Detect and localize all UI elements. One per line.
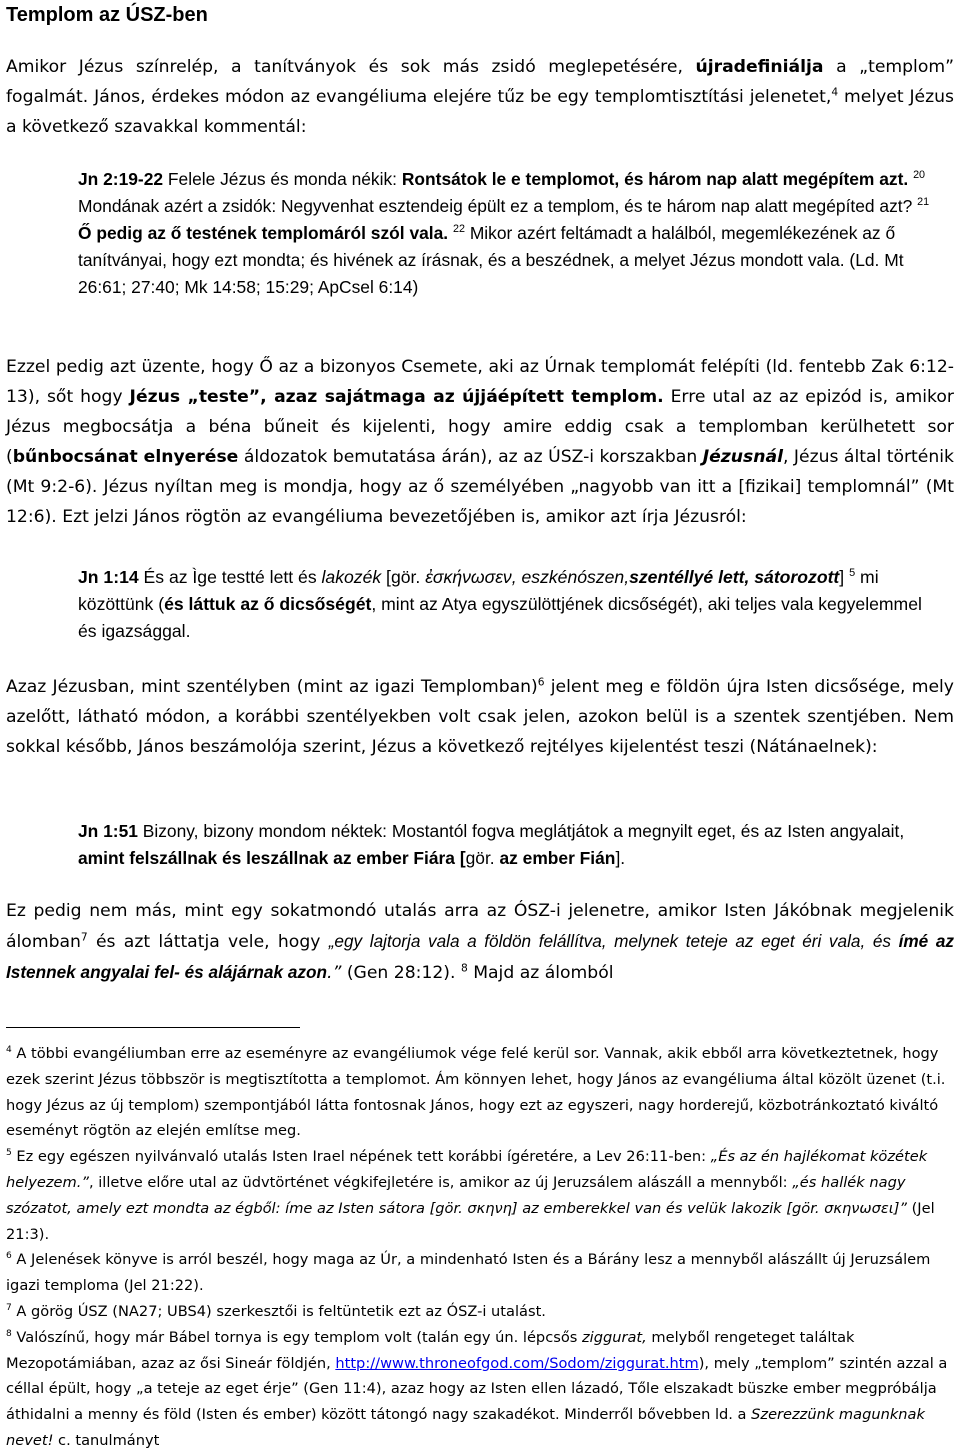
emphasis: Ő pedig az ő testének templomáról szól vala. xyxy=(78,223,449,243)
footnote-6 xyxy=(6,1247,954,1299)
quote-reference: Jn 1:14 xyxy=(78,567,139,587)
text: áldozatok bemutatása árán), az az ÚSZ-i korszakban xyxy=(238,447,703,467)
footnote-5 xyxy=(6,1144,954,1247)
text: (Gen 28:12). xyxy=(341,963,461,983)
footnote-text: , illetve előre utal az üdvtörténet végkifejletére is, amikor az új Jeruzsálem alászáll a mennyből: xyxy=(88,1173,793,1191)
quotation: „egy lajtorja vala a földön felállítva, melynek teteje az eget éri vala, és xyxy=(328,931,899,951)
quote-reference: Jn 2:19-22 xyxy=(78,169,164,189)
text: [gör. xyxy=(381,567,426,587)
footnote-text: (Jel 21:3). xyxy=(6,1199,935,1243)
text: Erre utal az az epizód is, amikor Jézus megbocsátja a béna bűneit és kijelenti, hogy amire eddig csak a templomban kerülhetett sor ( xyxy=(6,387,954,467)
quotation-end: .” xyxy=(326,963,342,983)
scripture-quote-jn-1-14 xyxy=(78,564,938,645)
text: , Jézus által történik (Mt 9:2-6). Jézus nyíltan meg is mondja, hogy az ő személyében „nagyobb van itt a [fizikai] templomnál” (Mt 12:6). Ezt jelzi János rögtön az evangéliuma bevezetőjében is, amikor azt írja Jézusról: xyxy=(6,447,954,527)
text: , mint az Atya egyszülöttjének dicsőségét), aki teljes vala kegyelemmel és igazsággal. xyxy=(78,594,922,641)
text: És az Ìge testté lett és xyxy=(138,567,322,587)
emphasis: Jézusnál xyxy=(702,447,783,467)
footnote-text: Valószínű, hogy már Bábel tornya is egy templom volt (talán egy ún. lépcsős xyxy=(11,1328,582,1346)
footnote-number: 6 xyxy=(6,1251,12,1262)
emphasis: Rontsátok le e templomot, és három nap alatt megépítem azt. xyxy=(401,169,909,189)
intro-paragraph xyxy=(6,52,954,142)
footnote-text: A Jelenések könyve is arról beszél, hogy maga az Úr, a mindenható Isten és a Bárány lesz a mennyből alászállt új Jeruzsálem igazi temploma (Jel 21:22). xyxy=(6,1251,931,1295)
footnote-number: 5 xyxy=(6,1148,12,1159)
text: gör. xyxy=(465,848,500,868)
quotation: „És az én hajlékomat közétek helyezem.” xyxy=(6,1148,928,1191)
emphasis: bűnbocsánat elnyerése xyxy=(12,447,239,467)
footnote-8 xyxy=(6,1325,954,1454)
paragraph-4 xyxy=(6,896,954,988)
emphasis: ímé az Istennek angyalai fel- és alájárnak azon xyxy=(6,931,954,982)
footnote-ref-7[interactable]: 7 xyxy=(80,930,88,944)
footnote-ref-8[interactable]: 8 xyxy=(460,961,468,975)
paragraph-3 xyxy=(6,672,954,762)
greek-word: ἐσκήνωσεν, eszkénószen, xyxy=(425,567,630,587)
text: melyet Jézus a következő szavakkal kommentál: xyxy=(6,87,954,137)
footnote-separator xyxy=(6,1027,300,1028)
text: és azt láttatja vele, hogy xyxy=(87,932,329,952)
emphasis: Szerezzünk magunknak nevet! xyxy=(6,1406,925,1449)
footnote-4 xyxy=(6,1041,954,1144)
text: jelent meg e földön újra Isten dicsősége, mely azelőtt, látható módon, a korábbi szentélyekben volt csak jelen, azokon belül is a szentek szentjében. Nem sokkal később, János beszámolója szerint, Jézus a következő rejtélyes kijelentést teszi (Nátánaelnek): xyxy=(6,677,954,757)
emphasis: Jézus „teste”, azaz sajátmaga az újjáépített templom. xyxy=(129,387,664,407)
footnote-text: c. tanulmányt xyxy=(53,1431,160,1449)
paragraph-2 xyxy=(6,352,954,532)
text: Ezzel pedig azt üzente, hogy Ő az a bizonyos Csemete, aki az Úrnak templomát felépíti (ld. fentebb Zak 6:12-13), sőt hogy xyxy=(6,357,954,407)
scripture-quote-jn-1-51 xyxy=(78,818,938,872)
emphasis: szentéllyé lett, sátorozott xyxy=(629,567,840,587)
cross-references: Mt 26:61; 27:40; Mk 14:58; 15:29; ApCsel 6:14) xyxy=(78,250,904,297)
scripture-quote-jn-2-19 xyxy=(78,166,938,301)
text: Felele Jézus és monda nékik: xyxy=(163,169,402,189)
footnote-ref-4[interactable]: 4 xyxy=(831,85,839,99)
footnote-text: ), mely „templom” szintén azzal a céllal épült, hogy „a teteje az eget érje” (Gen 11:4), azaz hogy az Isten ellen lázadó, Tőle elszakadt büszke ember megpróbálja áthidalni a menny és föld (Isten és ember) között tátongó nagy szakadékot. Minderről bővebben ld. a xyxy=(6,1354,948,1424)
verse-number: 21 xyxy=(917,196,930,209)
quote-reference: Jn 1:51 xyxy=(78,821,138,841)
footnote-7 xyxy=(6,1299,954,1325)
text: ] xyxy=(839,567,850,587)
footnote-number: 4 xyxy=(6,1045,12,1056)
footnote-text: Ez egy egészen nyilvánvaló utalás Isten Irael népének tett korábbi ígéretére, a Lev 26:11-ben: xyxy=(11,1148,711,1166)
text: Azaz Jézusban, mint szentélyben (mint az igazi Templomban) xyxy=(6,677,538,697)
footnotes xyxy=(6,1041,954,1454)
text: Majd az álomból xyxy=(467,963,614,983)
footnote-ref-5[interactable]: 5 xyxy=(849,567,856,580)
text: Bizony, bizony mondom néktek: Mostantól fogva meglátjátok a megnyilt eget, és az Isten angyalait, xyxy=(137,821,905,841)
footnote-text: A többi evangéliumban erre az eseményre az evangéliumok vége felé kerül sor. Vannak, akik ebből arra következtetnek, hogy ezek szerint Jézus többször is megtisztította a templomot. Ám könnyen lehet, hogy János az evangéliuma által közölt üzenet (t.i. hogy Jézus az új templom) szempontjából látta fontosnak János, hogy ezt az egyszeri, nagy horderejű, közbotránkoztató kiváltó eseményt rögtön az elején említse meg. xyxy=(6,1045,946,1140)
emphasis: amint felszállnak és leszállnak az ember Fiára [ xyxy=(78,848,466,868)
text: Amikor Jézus színrelép, a tanítványok és sok más zsidó meglepetésére, xyxy=(6,57,696,77)
verse-number: 22 xyxy=(452,223,465,236)
document-title: Templom az ÚSZ-ben xyxy=(6,4,208,26)
emphasis: lakozék xyxy=(321,567,382,587)
footnote-text: melyből rengeteget találtak Mezopotámiában, azaz az ősi Sineár földjén, xyxy=(6,1328,855,1372)
footnote-ref-6[interactable]: 6 xyxy=(537,675,545,689)
text: mi közöttünk ( xyxy=(78,567,879,614)
footnote-number: 8 xyxy=(6,1328,12,1339)
text: ]. xyxy=(615,848,626,868)
text: a „templom” fogalmát. János, érdekes módon az evangéliuma elejére tűz be egy templomtisztítási jelenetet, xyxy=(6,57,954,107)
emphasis: újradefiniálja xyxy=(695,57,824,77)
emphasis: ziggurat, xyxy=(582,1328,647,1346)
footnote-text: A görög ÚSZ (NA27; UBS4) szerkesztői is feltüntetik ezt az ÓSZ-i utalást. xyxy=(11,1302,546,1320)
footnote-number: 7 xyxy=(6,1303,12,1314)
verse-number: 20 xyxy=(913,169,926,182)
emphasis: és láttuk az ő dicsőségét xyxy=(164,594,372,614)
ziggurat-link[interactable]: http://www.throneofgod.com/Sodom/ziggurat.htm xyxy=(335,1354,699,1372)
text: Mondának azért a zsidók: Negyvenhat esztendeig épült ez a templom, és te három nap alatt megépíted azt? xyxy=(78,196,913,216)
quotation: „és hallék nagy szózatot, amely ezt mondta az égből: íme az Isten sátora [gör. σκηνη] az emberekkel van és velük lakozik [gör. σκηνωσει]” xyxy=(6,1173,907,1217)
text: Mikor azért feltámadt a halálból, megemlékezének az ő tanítványai, hogy ezt mondta; és hivének az írásnak, és a beszédnek, a melyet Jézus mondott vala. (Ld. xyxy=(78,223,896,270)
text: Ez pedig nem más, mint egy sokatmondó utalás arra az ÓSZ-i jelenetre, amikor Isten Jákóbnak megjelenik álomban xyxy=(6,901,954,952)
emphasis: az ember Fián xyxy=(499,848,616,868)
